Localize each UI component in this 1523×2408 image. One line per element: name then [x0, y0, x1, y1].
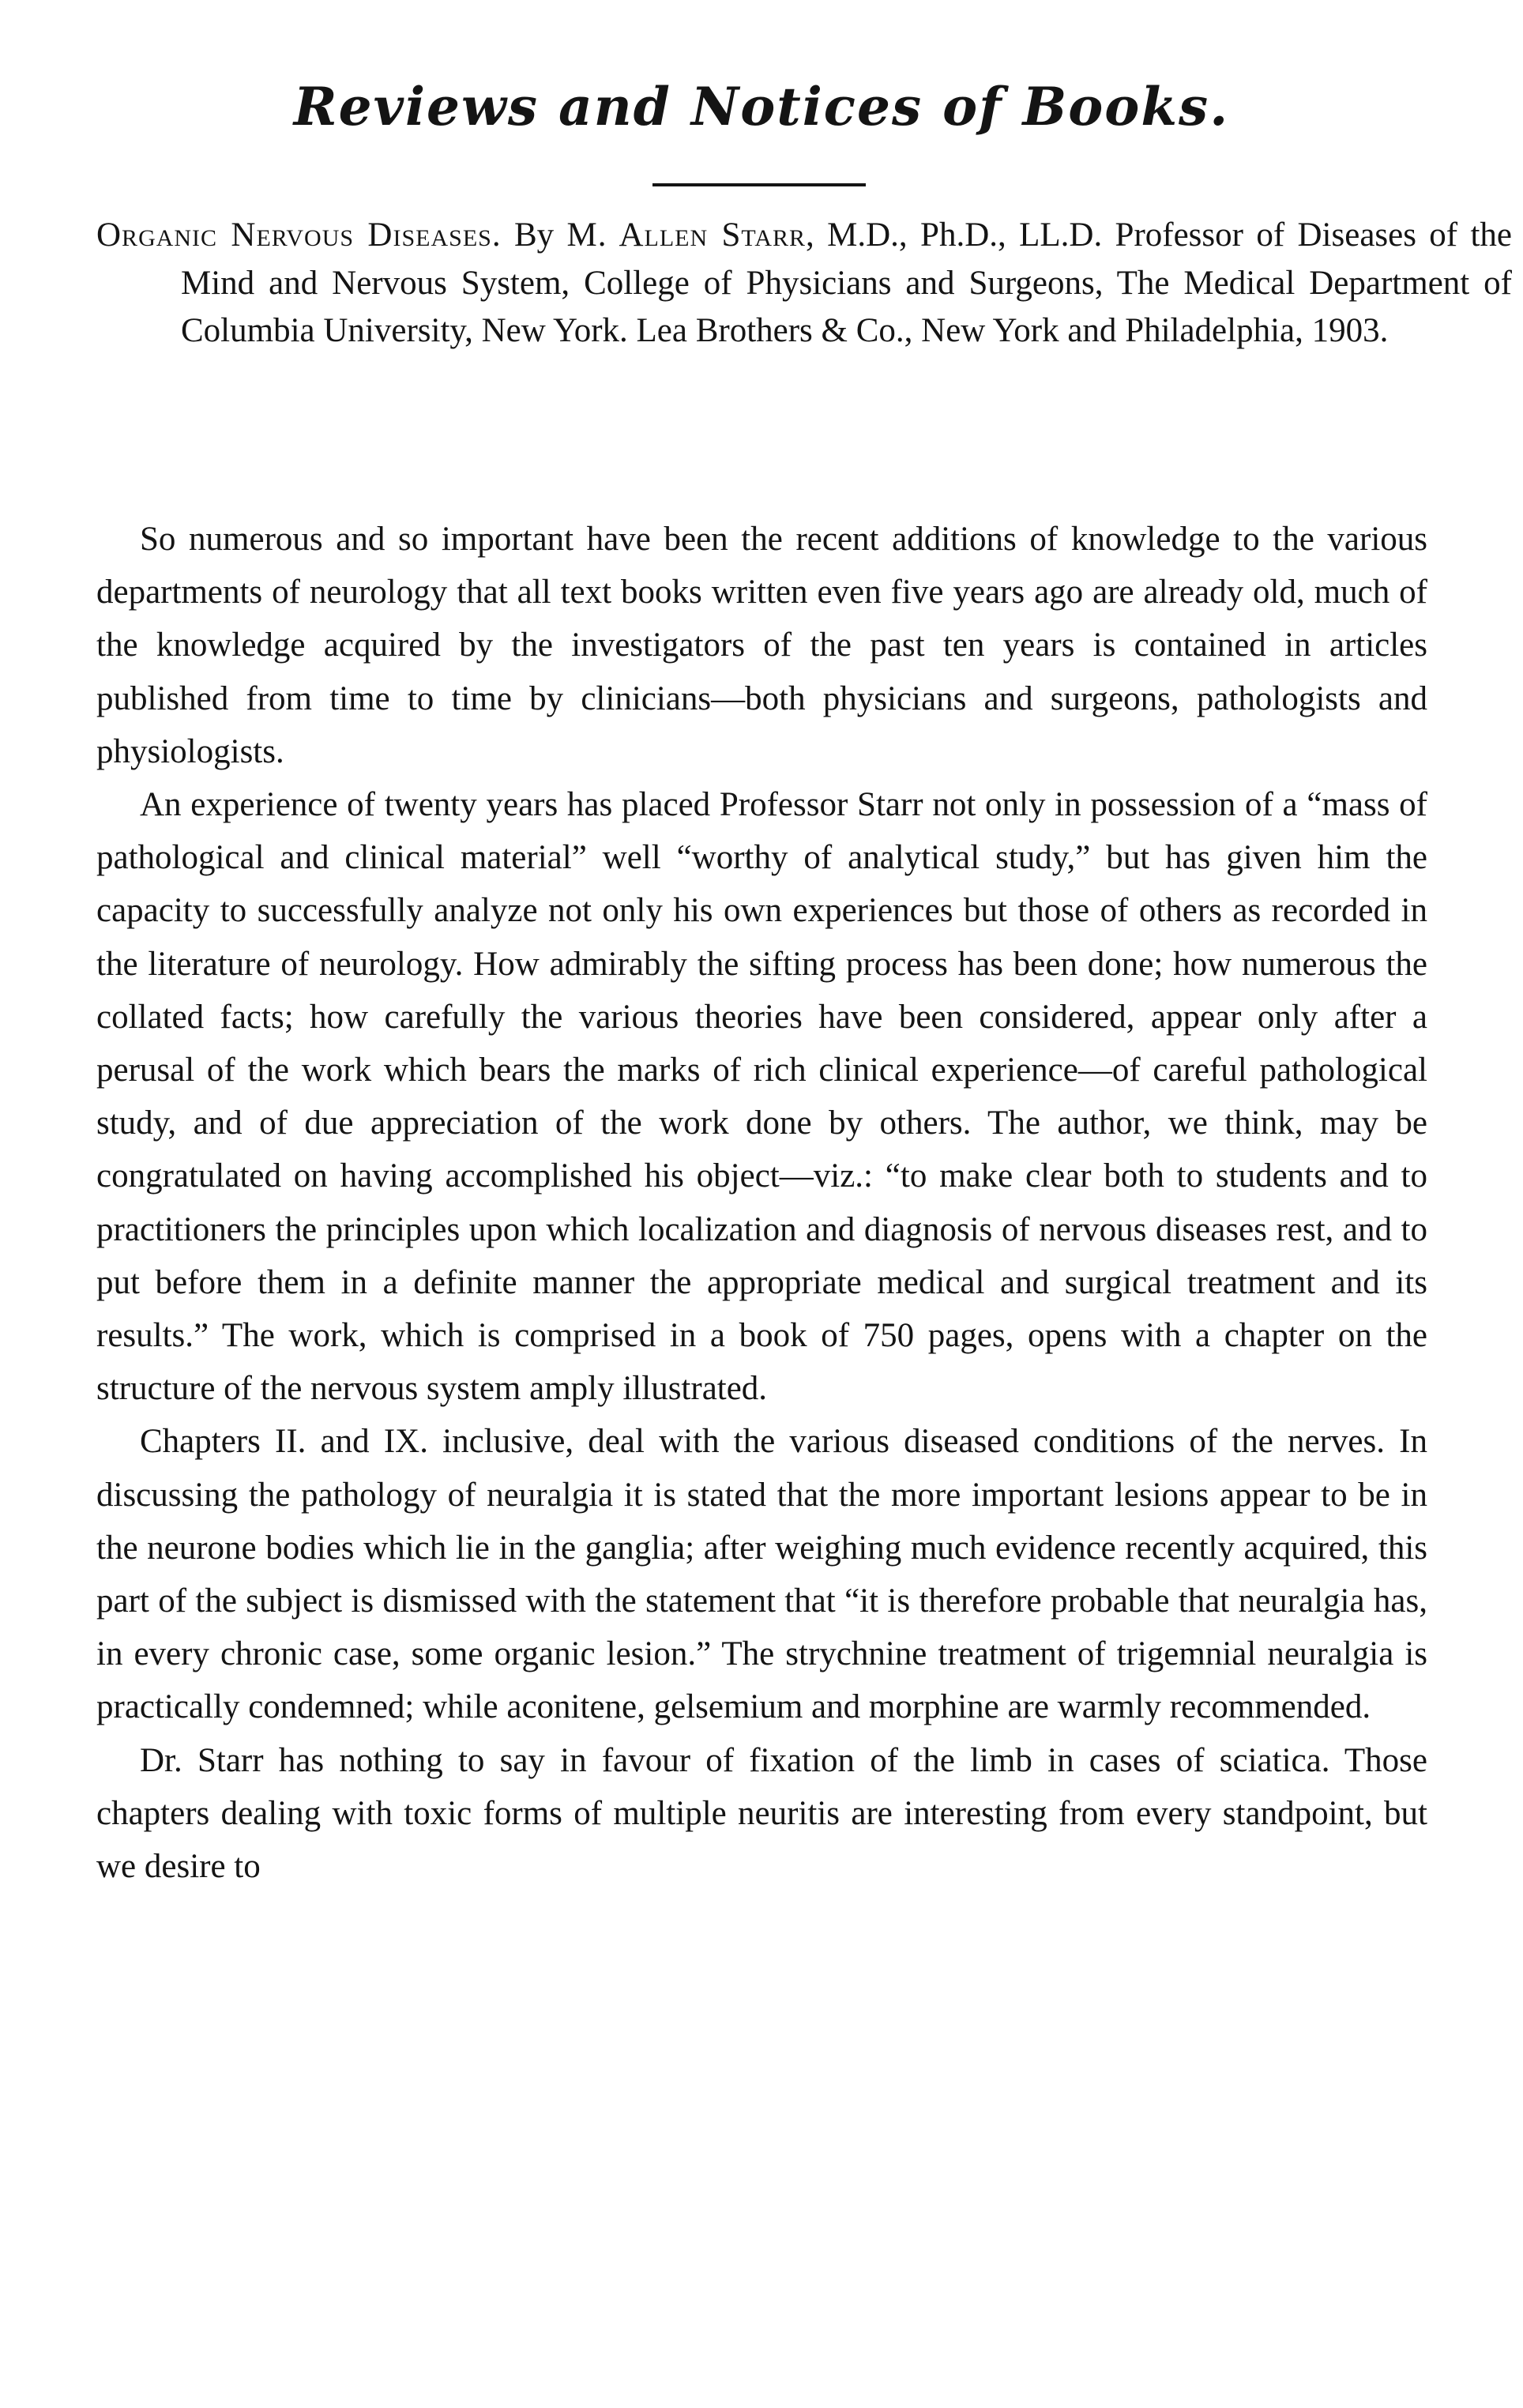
- book-title: Organic Nervous Diseases.: [96, 216, 502, 254]
- review-body: [96, 513, 1427, 1893]
- heading-rule: [652, 183, 866, 186]
- by-label: By: [513, 216, 555, 254]
- paragraph-1: So numerous and so important have been the recent additions of knowledge to the various departments of neurology that all text books written even five years ago are already old, much of the knowledge acquired by the investigators of the past ten years is contained in articles published from time to time by clinicians—both physicians and surgeons, pathologists and physiologists.: [96, 521, 1427, 770]
- book-author: M. Allen Starr: [566, 216, 807, 254]
- section-heading: Reviews and Notices of Books.: [293, 76, 1230, 137]
- paragraph-4: Dr. Starr has nothing to say in favour of fixation of the limb in cases of sciatica. Those chapters dealing with toxic forms of multiple neuritis are interesting from every standpoint, but we desire to: [96, 1741, 1427, 1886]
- paragraph-3: Chapters II. and IX. inclusive, deal with the various diseased conditions of the nerves. In discussing the pathology of neuralgia it is stated that the more important lesions appear to be in the neurone bodies which lie in the ganglia; after weighing much evidence recently acquired, this part of the subject is dismissed with the statement that “it is therefore probable that neuralgia has, in every chronic case, some organic lesion.” The strychnine treatment of trigemnial neuralgia is practically condemned; while aconitene, gelsemium and morphine are warmly recommended.: [96, 1423, 1427, 1726]
- book-citation: [96, 212, 1512, 356]
- paragraph-2: An experience of twenty years has placed Professor Starr not only in possession of a “mass of pathological and clinical material” well “worthy of analytical study,” but has given him the capacity to successfully analyze not only his own experiences but those of others as recorded in the literature of neurology. How admirably the sifting process has been done; how numerous the collated facts; how carefully the various theories have been considered, appear only after a perusal of the work which bears the marks of rich clinical experience—of careful pathological study, and of due appreciation of the work done by others. The author, we think, may be congratulated on having accomplished his object—viz.: “to make clear both to students and to practitioners the principles upon which localization and diagnosis of nervous diseases rest, and to put before them in a definite manner the appropriate medical and surgical treatment and its results.” The work, which is comprised in a book of 750 pages, opens with a chapter on the structure of the nervous system amply illustrated.: [96, 786, 1427, 1408]
- citation-details: , M.D., Ph.D., LL.D. Professor of Diseases of the Mind and Nervous System, College of Physicians and Surgeons, The Medical Department of Columbia University, New York. Lea Brothers & Co., New York and Philadelphia, 1903.: [181, 216, 1513, 350]
